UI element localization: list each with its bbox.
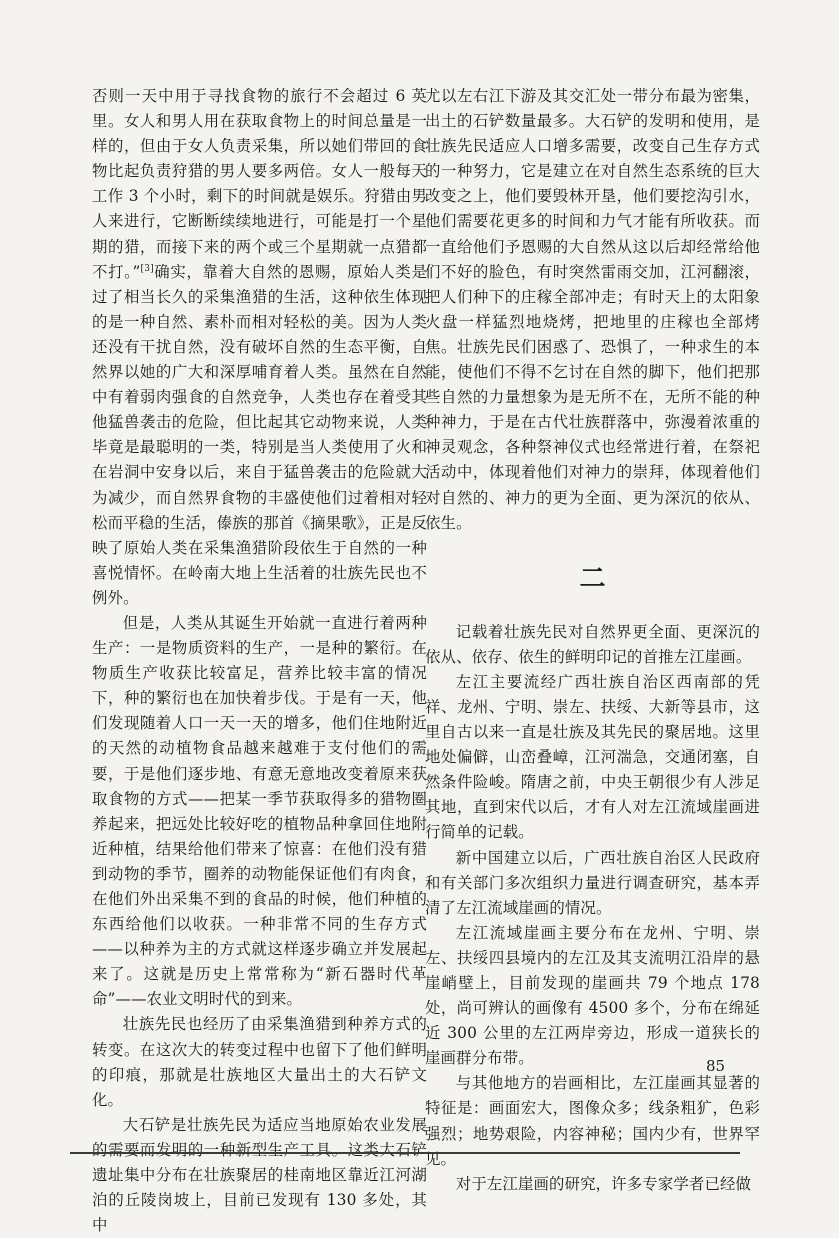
footnote-ref-3: [3] (140, 263, 154, 274)
paragraph-11: 对于左江崖画的研究，许多专家学者已经做 (455, 1174, 752, 1193)
right-column (425, 84, 760, 1197)
paragraph-7: 左江主要流经广西壮族自治区西南部的凭祥、龙州、宁明、崇左、扶绥、大新等县市，这里自古以来一直是壮族及其先民的聚居地。这里地处偏僻，山峦叠嶂，江河湍急，交通闭塞，自然条件险峻。隋唐之前，中央王朝很少有人涉足其地，直到宋代以后，才有人对左江流域崖画进行简单的记载。 (425, 672, 760, 842)
left-column (92, 84, 427, 1238)
paragraph-10: 与其他地方的岩画相比，左江崖画其显著的特征是：画面宏大，图像众多；线条粗犷，色彩强烈；地势艰险，内容神秘；国内少有，世界罕见。 (425, 1074, 760, 1168)
page-number: 85 (706, 1057, 726, 1075)
paragraph-1 (92, 84, 427, 611)
paragraph-5: 尤以左右江下游及其交汇处一带分布最为密集，出土的石铲数量最多。大石铲的发明和使用，是壮族先民适应人口增多需要，改变自己生存方式的一种努力，它是建立在对自然生态系统的巨大改变之上，他们要毁林开垦，他们要挖沟引水，他们需要花更多的时间和力气才能有所收获。而一直给他们予恩赐的大自然从这以后却经常给他们不好的脸色，有时突然雷雨交加，江河翻滚，把人们种下的庄稼全部冲走；有时天上的太阳象火盘一样猛烈地烧烤，把地里的庄稼也全部烤焦。壮族先民们困惑了、恐惧了，一种求生的本能，使他们不得不乞讨在自然的脚下，他们把那些自然的力量想象为是无所不在，无所不能的种种神力，于是在古代壮族群落中，弥漫着浓重的神灵观念，各种祭神仪式也经常进行着，在祭祀活动中，体现着他们对神力的崇拜，体现着他们对自然的、神力的更为全面、更为深沉的依从、依生。 (425, 87, 760, 532)
paragraph-4: 大石铲是壮族先民为适应当地原始农业发展的需要而发明的一种新型生产工具。这类大石铲遗址集中分布在壮族聚居的桂南地区靠近江河湖泊的丘陵岗坡上，目前已发现有 130 多处，其中 (92, 1115, 427, 1235)
paragraph-3: 壮族先民也经历了由采集渔猎到种养方式的转变。在这次大的转变过程中也留下了他们鲜明的印痕，那就是壮族地区大量出土的大石铲文化。 (92, 1015, 427, 1109)
paragraph-9: 左江流域崖画主要分布在龙州、宁明、崇左、扶绥四县境内的左江及其支流明江沿岸的悬崖峭壁上，目前发现的崖画共 79 个地点 178 处，尚可辨认的画像有 4500 多个，分布在绵延近 300 公里的左江两岸旁边，形成一道狭长的崖画群分布带。 (425, 923, 760, 1068)
paragraph-1-text: 否则一天中用于寻找食物的旅行不会超过 6 英里。女人和男人用在获取食物上的时间总量是一样的，但由于女人负责采集，所以她们带回的食物比起负责狩猎的男人要多两倍。女人一般每天工作 3 个小时，剩下的时间就是娱乐。狩猎由男人来进行，它断断续续地进行，可能是打一个星期的猎，而接下来的两个或三个星期就一点猎都不打。” (92, 87, 427, 281)
section-number: 二 (579, 563, 606, 594)
paragraph-1-tail: 确实，靠着大自然的恩赐，原始人类是过了相当长久的采集渔猎的生活，这种依生体现的是一种自然、素朴而相对轻松的美。因为人类还没有干扰自然，没有破坏自然的生态平衡，自然界以她的广大和深厚哺育着人类。虽然在自然中有着弱肉强食的自然竞争，人类也存在着受其他猛兽袭击的危险，但比起其它动物来说，人类毕竟是最聪明的一类，特别是当人类使用了火和在岩洞中安身以后，来自于猛兽袭击的危险就大为减少，而自然界食物的丰盛使他们过着相对轻松而平稳的生活，傣族的那首《摘果歌》，正是反映了原始人类在采集渔猎阶段依生于自然的一种喜悦情怀。在岭南大地上生活着的壮族先民也不例外。 (92, 262, 427, 607)
paragraph-8: 新中国建立以后，广西壮族自治区人民政府和有关部门多次组织力量进行调查研究，基本弄清了左江流域崖画的情况。 (425, 848, 760, 917)
paragraph-2: 但是，人类从其诞生开始就一直进行着两种生产：一是物质资料的生产，一是种的繁衍。在物质生产收获比较富足，营养比较丰富的情况下，种的繁衍也在加快着步伐。于是有一天，他们发现随着人口一天一天的增多，他们住地附近的天然的动植物食品越来越难于支付他们的需要，于是他们逐步地、有意无意地改变着原来获取食物的方式——把某一季节获取得多的猎物圈养起来，把远处比较好吃的植物品种拿回住地附近种植，结果给他们带来了惊喜：在他们没有猎到动物的季节，圈养的动物能保证他们有肉食，在他们外出采集不到的食品的时候，他们种植的东西给他们以收获。一种非常不同的生存方式——以种养为主的方式就这样逐步确立并发展起来了。这就是历史上常常称为“新石器时代革命”——农业文明时代的到来。 (92, 613, 427, 1009)
paragraph-6: 记载着壮族先民对自然界更全面、更深沉的依从、依存、依生的鲜明印记的首推左江崖画。 (425, 622, 760, 666)
bottom-rule (70, 1152, 740, 1154)
